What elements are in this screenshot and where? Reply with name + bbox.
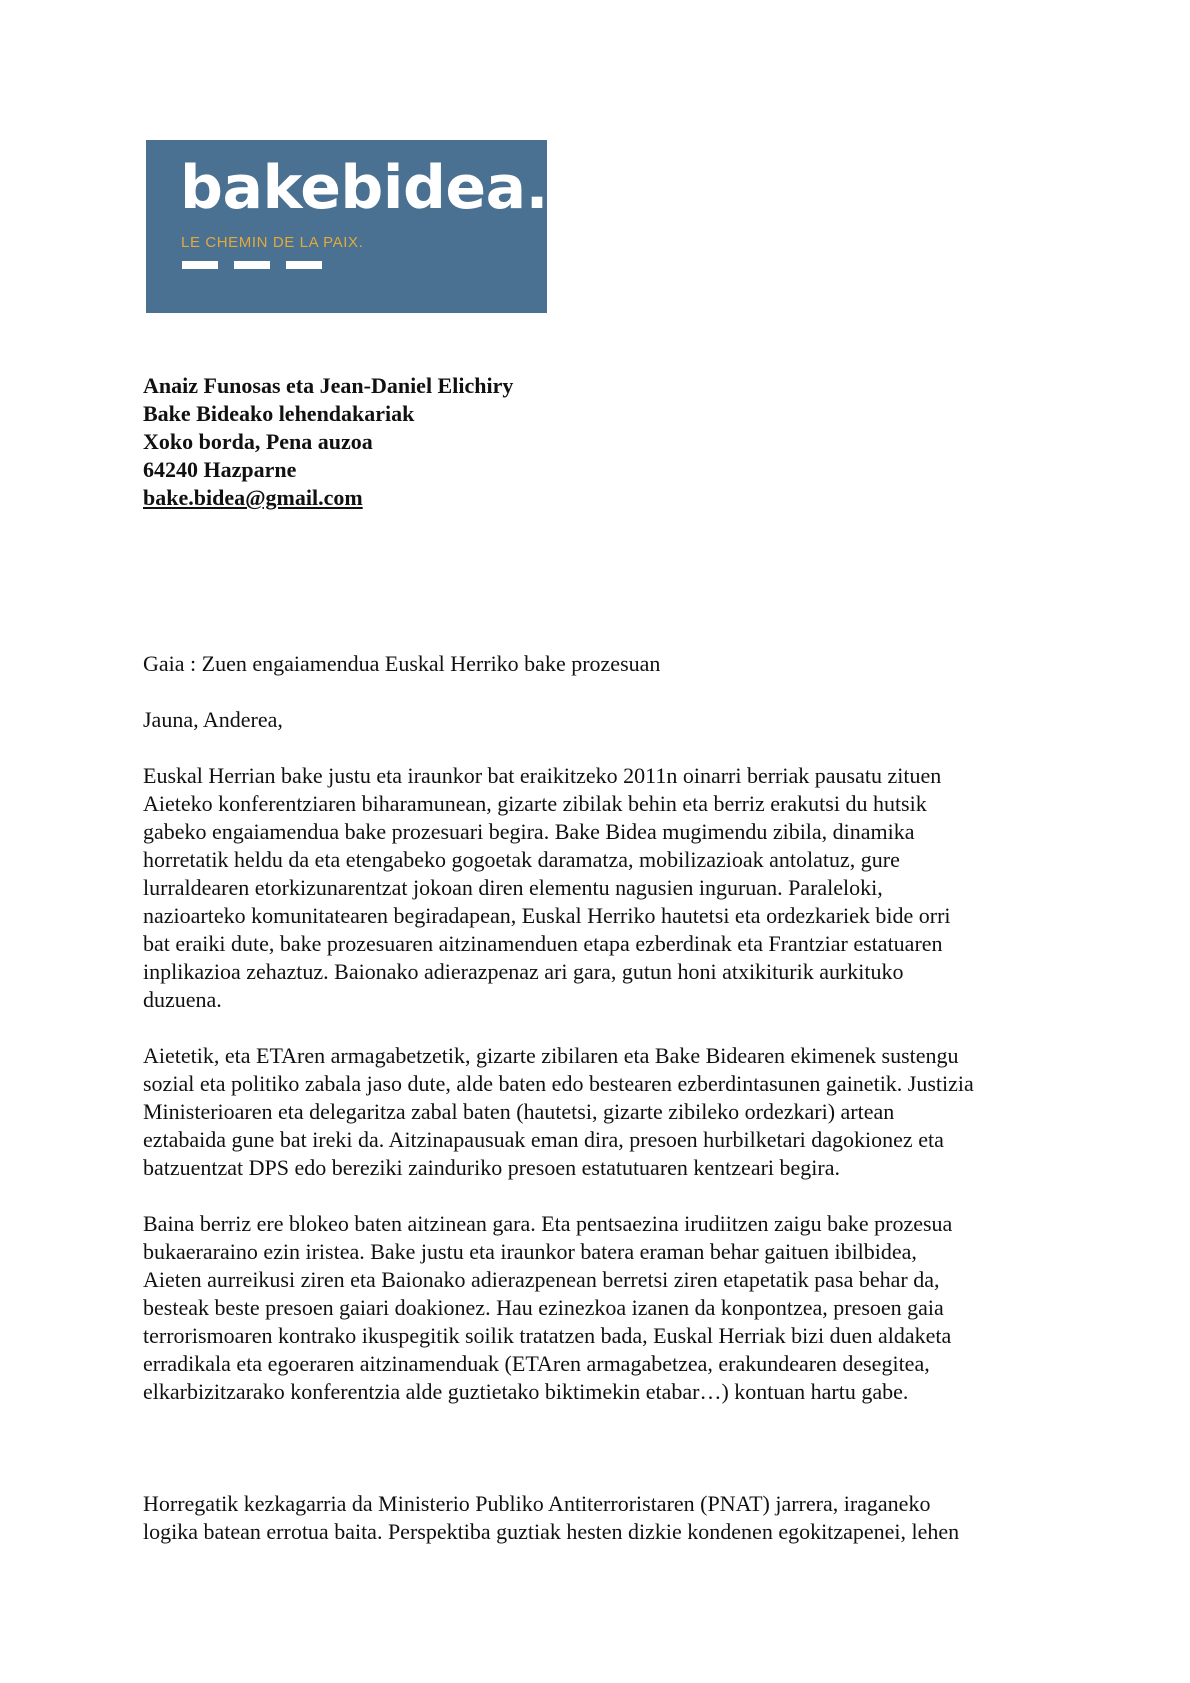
- text-line: Aieteko konferentziaren biharamunean, gizarte zibilak behin eta berriz erakutsi du hutsik: [143, 791, 927, 816]
- body-paragraph-2: [143, 1042, 1063, 1182]
- text-line: eztabaida gune bat ireki da. Aitzinapausuak eman dira, presoen hurbilketari dagokionez eta: [143, 1127, 944, 1152]
- text-line: Aieten aurreikusi ziren eta Baionako adierazpenean berretsi ziren etapetatik pasa behar da,: [143, 1267, 940, 1292]
- text-line: Ministerioaren eta delegaritza zabal baten (hautetsi, gizarte zibileko ordezkari) artean: [143, 1099, 895, 1124]
- text-line: duzuena.: [143, 987, 222, 1012]
- sender-name: Anaiz Funosas eta Jean-Daniel Elichiry: [143, 373, 514, 398]
- logo-tagline: LE CHEMIN DE LA PAIX.: [181, 234, 364, 251]
- sender-role: Bake Bideako lehendakariak: [143, 401, 415, 426]
- logo-dash: [182, 261, 218, 269]
- letter-subject: Gaia : Zuen engaiamendua Euskal Herriko bake prozesuan: [143, 651, 661, 676]
- text-line: Aietetik, eta ETAren armagabetzetik, gizarte zibilaren eta Bake Bidearen ekimenek sustengu: [143, 1043, 959, 1068]
- sender-block: [143, 372, 513, 512]
- text-line: batzuentzat DPS edo bereziki zainduriko presoen estatutuaren kentzeari begira.: [143, 1155, 840, 1180]
- sender-address: Xoko borda, Pena auzoa: [143, 429, 373, 454]
- logo-dashes: [182, 261, 322, 269]
- text-line: lurraldearen etorkizunarentzat jokoan diren elementu nagusien inguruan. Paraleloki,: [143, 875, 883, 900]
- bakebidea-logo: [146, 140, 547, 313]
- letter-greeting: Jauna, Anderea,: [143, 707, 283, 732]
- text-line: elkarbizitzarako konferentzia alde guztietako biktimekin etabar…) kontuan hartu gabe.: [143, 1379, 909, 1404]
- text-line: inplikazioa zehaztuz. Baionako adierazpenaz ari gara, gutun honi atxikiturik aurkituko: [143, 959, 904, 984]
- text-line: Euskal Herrian bake justu eta iraunkor bat eraikitzeko 2011n oinarri berriak pausatu zituen: [143, 763, 942, 788]
- body-paragraph-3: [143, 1210, 1063, 1406]
- text-line: gabeko engaiamendua bake prozesuari begira. Bake Bidea mugimendu zibila, dinamika: [143, 819, 915, 844]
- text-line: sozial eta politiko zabala jaso dute, alde baten edo bestearen ezberdintasunen gainetik. Justizia: [143, 1071, 974, 1096]
- text-line: Horregatik kezkagarria da Ministerio Publiko Antiterroristaren (PNAT) jarrera, iraganeko: [143, 1491, 931, 1516]
- text-line: logika batean errotua baita. Perspektiba guztiak hesten dizkie kondenen egokitzapenei, lehen: [143, 1519, 960, 1544]
- sender-email-link[interactable]: bake.bidea@gmail.com: [143, 485, 363, 510]
- text-line: Baina berriz ere blokeo baten aitzinean gara. Eta pentsaezina irudiitzen zaigu bake prozesua: [143, 1211, 953, 1236]
- text-line: horretatik heldu da eta etengabeko gogoetak daramatza, mobilizazioak antolatuz, gure: [143, 847, 900, 872]
- text-line: terrorismoaren kontrako ikuspegitik soilik tratatzen bada, Euskal Herriak bizi duen aldaketa: [143, 1323, 952, 1348]
- text-line: bat eraiki dute, bake prozesuaren aitzinamenduen etapa ezberdinak eta Frantziar estatuaren: [143, 931, 943, 956]
- text-line: erradikala eta egoeraren aitzinamenduak (ETAren armagabetzea, erakundearen desegitea,: [143, 1351, 930, 1376]
- logo-dash: [234, 261, 270, 269]
- logo-dash: [286, 261, 322, 269]
- sender-city: 64240 Hazparne: [143, 457, 297, 482]
- body-paragraph-1: [143, 762, 1063, 1014]
- text-line: besteak beste presoen gaiari doakionez. Hau ezinezkoa izanen da konpontzea, presoen gaia: [143, 1295, 944, 1320]
- logo-wordmark: bakebidea.: [180, 153, 548, 223]
- body-paragraph-4: [143, 1490, 1063, 1546]
- text-line: nazioarteko komunitatearen begiradapean, Euskal Herriko hautetsi eta ordezkariek bide orri: [143, 903, 951, 928]
- text-line: bukaeraraino ezin iristea. Bake justu eta iraunkor batera eraman behar gaituen ibilbidea,: [143, 1239, 917, 1264]
